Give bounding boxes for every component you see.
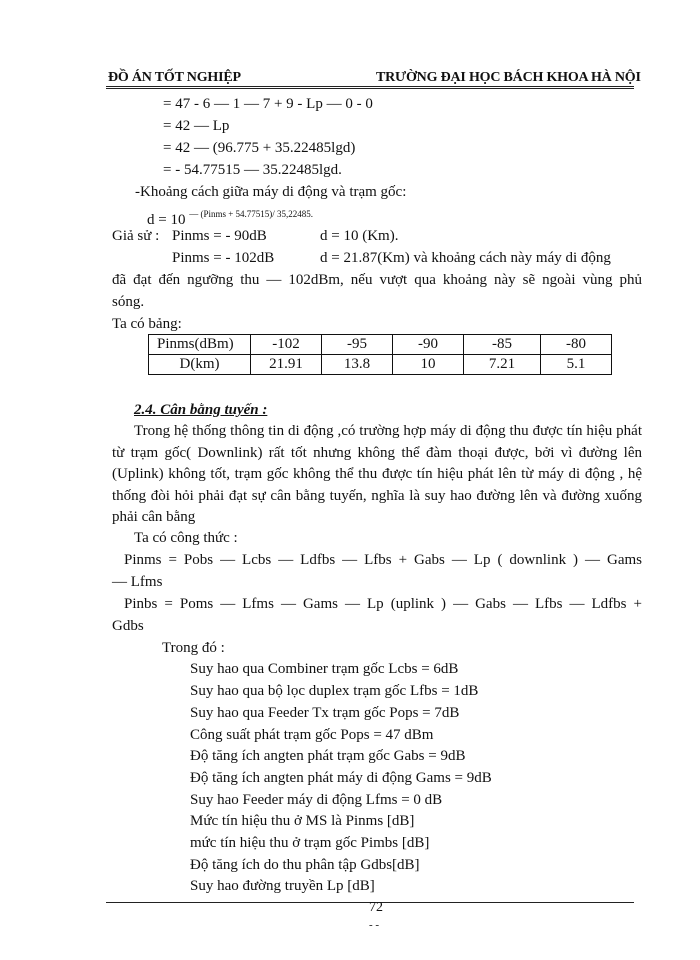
formula-1-line-1: Pinms = Pobs — Lcbs — Ldfbs — Lfbs + Gabs — Lp ( downlink ) — Gams [124, 552, 642, 568]
table-cell: 7.21 [464, 355, 541, 375]
table-cell: 21.91 [251, 355, 322, 375]
distance-title: -Khoảng cách giữa máy di động và trạm gốc: [135, 184, 407, 200]
table-intro: Ta có bảng: [112, 316, 182, 332]
table-cell: Pinms(dBm) [149, 335, 251, 355]
table-row [149, 355, 612, 375]
assume-case1-p: Pinms = - 90dB [172, 228, 267, 244]
table-cell: 13.8 [322, 355, 393, 375]
definition-item: Độ tăng ích angten phát trạm gốc Gabs = 9dB [190, 748, 466, 764]
assume-conclusion-line-2: sóng. [112, 294, 145, 310]
definition-item: Mức tín hiệu thu ở MS là Pinms [dB] [190, 813, 415, 829]
assume-case1-d: d = 10 (Km). [320, 228, 399, 244]
definition-item: Độ tăng ích do thu phân tập Gdbs[dB] [190, 857, 420, 873]
definition-item: Suy hao qua bộ lọc duplex trạm gốc Lfbs = 1dB [190, 683, 479, 699]
formula-2-line-2: Gdbs [112, 618, 144, 634]
table-cell: -95 [322, 335, 393, 355]
definition-item: Suy hao qua Combiner trạm gốc Lcbs = 6dB [190, 661, 459, 677]
distance-formula-base: d = 10 [147, 212, 186, 228]
assume-case2-p: Pinms = - 102dB [172, 250, 275, 266]
formula-2-line-1: Pinbs = Poms — Lfms — Gams — Lp (uplink ) — Gabs — Lfbs — Ldfbs + [124, 596, 642, 612]
definition-item: Suy hao qua Feeder Tx trạm gốc Pops = 7dB [190, 705, 460, 721]
table-cell: -85 [464, 335, 541, 355]
equation-line-1: = 47 - 6 — 1 — 7 + 9 - Lp — 0 - 0 [163, 96, 373, 112]
formula-intro: Ta có công thức : [134, 530, 238, 546]
formula-1-line-2: — Lfms [112, 574, 163, 590]
table-cell: 5.1 [541, 355, 612, 375]
table-row [149, 335, 612, 355]
header-right-title: TRƯỜNG ĐẠI HỌC BÁCH KHOA HÀ NỘI [376, 70, 641, 85]
equation-line-4: = - 54.77515 — 35.22485lgd. [163, 162, 342, 178]
distance-formula-exponent: — (Pinms + 54.77515)/ 35,22485. [189, 209, 314, 219]
assume-label: Giả sử : [112, 228, 160, 244]
header-left-title: ĐỒ ÁN TỐT NGHIỆP [108, 70, 241, 85]
table-cell: -90 [393, 335, 464, 355]
assume-conclusion-line-1: đã đạt đến ngưỡng thu — 102dBm, nếu vượt qua khoảng này sẽ ngoài vùng phủ [112, 272, 642, 288]
data-table [148, 334, 612, 375]
footer-mark: - - [369, 919, 380, 931]
table-cell: D(km) [149, 355, 251, 375]
table-cell: 10 [393, 355, 464, 375]
definition-item: Độ tăng ích angten phát máy di động Gams = 9dB [190, 770, 492, 786]
table-cell: -102 [251, 335, 322, 355]
where-label: Trong đó : [162, 640, 225, 656]
assume-case2-rest: d = 21.87(Km) và khoảng cách này máy di động [320, 250, 611, 266]
definition-item: mức tín hiệu thu ở trạm gốc Pimbs [dB] [190, 835, 430, 851]
header-rule [106, 86, 634, 89]
equation-line-3: = 42 — (96.775 + 35.22485lgd) [163, 140, 356, 156]
definition-item: Suy hao đường truyền Lp [dB] [190, 878, 375, 894]
section-title: 2.4. Cân bằng tuyến : [134, 402, 268, 418]
definition-item: Công suất phát trạm gốc Pops = 47 dBm [190, 727, 434, 743]
equation-line-2: = 42 — Lp [163, 118, 230, 134]
intro-paragraph: Trong hệ thống thông tin di động ,có trường hợp máy di động thu được tín hiệu phát từ trạm gốc( Downlink) rất tốt nhưng không thể đàm thoại được, bởi vì đường lên (Uplink) không tốt, trạm gốc không thể thu được tín hiệu phát lên từ máy di động , hệ thống đòi hỏi phải đạt sự cân bằng tuyến, nghĩa là suy hao đường lên và đường xuống phải cân bằng [112, 423, 642, 525]
page-number: 72 [369, 900, 383, 915]
table-cell: -80 [541, 335, 612, 355]
definition-item: Suy hao Feeder máy di động Lfms = 0 dB [190, 792, 443, 808]
